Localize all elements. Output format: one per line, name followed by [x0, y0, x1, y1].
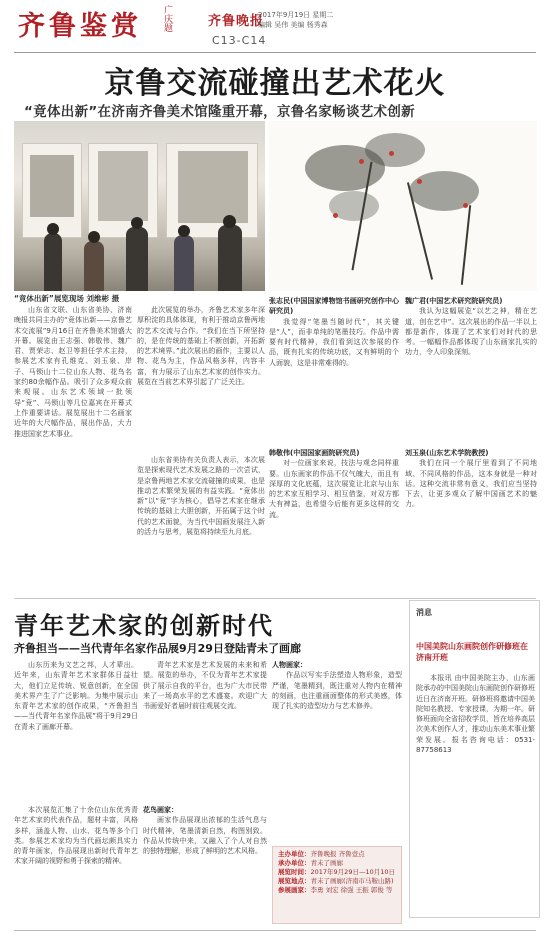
info-time-key: 展览时间：: [278, 868, 311, 876]
article2-col5: 人物画家： 作品以写实手法塑造人物形象，造型严谨，笔墨精到，既注重对人物内在精神的刻画，也注重画面整体的形式美感，体现了扎实的造型功力与艺术修养。: [272, 661, 402, 711]
hero-subtitle: “竟体出新”在济南齐鲁美术馆隆重开幕，京鲁名家畅谈艺术创新: [24, 104, 415, 120]
article1-col1: 山东省文联、山东省美协、济南晚报共同主办的“竟体出新——京鲁艺术交流展”9月16日在齐鲁美术馆盛大开幕。展览由王志强、韩敬伟、魏广君、贾荣志、赵卫等担任学术主持，参展艺术家有孔维克、刘玉泉、岸子、马锁山十二位山东人物、花鸟名家约80余幅作品。吸引了众多观众前来观展。山东艺术领域一批领导“竟”、马锁山等几位嘉宾在开幕式上作重要讲话。展览展出十二名画家近年的大尺幅作品，展出作品，大力推进国家艺术事业。: [14, 306, 132, 438]
article2-title: 青年艺术家的创新时代: [14, 611, 274, 640]
footer-divider: [14, 930, 536, 931]
newspaper-name: 齐鲁晚报: [208, 14, 265, 29]
masthead: [0, 0, 550, 52]
issue-date: 2017年9月19日 星期二: [258, 11, 334, 19]
info-time: 2017年9月29日—10月10日: [310, 868, 395, 876]
info-host-key: 主办单位：: [278, 850, 311, 858]
article2-col1: 山东历来为文艺之邦，人才辈出。近年来，山东青年艺术家群体日益壮大，他们立足传统、锐意创新，在全国美术界产生了广泛影响。为集中展示山东青年艺术家的创作成果，“齐鲁担当——当代青年名家作品展”将于9月29日在青未了画廊开幕。: [14, 661, 138, 731]
exhibition-photo: [14, 121, 265, 291]
hero-title: 京鲁交流碰撞出艺术花火: [104, 66, 446, 101]
info-host: 齐鲁晚报 齐鲁壹点: [310, 850, 365, 858]
info-addr-key: 展览地点：: [278, 877, 311, 885]
issue-staff: 编辑 吴伟 美编 杨秀森: [258, 21, 328, 29]
info-artists: 李勇 刘宏 徐强 王振 郭俊 等: [310, 886, 393, 894]
painter-figure-label: 人物画家：: [272, 661, 307, 669]
side-box-title: 中国美院山东画院创作研修班在济南开班: [416, 642, 528, 662]
col6-speaker: 魏广君(中国艺术研究院研究员): [405, 297, 503, 305]
painter-flower-label: 花鸟画家：: [143, 806, 178, 814]
side-news-box: [409, 600, 540, 918]
info-addr: 青未了画廊(济南市马鞍山路): [310, 877, 394, 885]
article2-col2: 本次展览汇集了十余位山东优秀青年艺术家的代表作品，题材丰富，风格多样，涵盖人物、山水、花鸟等多个门类。参展艺术家均为当代画坛颇具实力的青年画家，作品展现出新时代青年艺术家开阔的视野和勇于探索的精神。: [14, 806, 138, 866]
col4-speaker: 张志民(中国国家博物馆书画研究创作中心研究员): [269, 297, 399, 316]
artwork-photo: [269, 121, 537, 291]
article2-subtitle: 齐鲁担当——当代青年名家作品展9月29日登陆青未了画廊: [14, 642, 301, 655]
side-box-body: 本报讯 由中国美院主办，山东画院承办的中国美院山东画院创作研修班近日在济南开班。研修班将邀请中国美院知名教授、专家授课，为期一年。研修班面向全省招收学员，旨在培养高层次美术创作人才，推动山东美术事业繁荣发展。报名咨询电话：0531-87758613: [416, 674, 535, 755]
article1-col6: 魏广君(中国艺术研究院研究员) 我认为这幅展览“以艺之神，精在艺道，创在艺中”。这次展出的作品一半以上都是新作，体现了艺术家们对时代的思考。一幅幅作品都体现了山东画家扎实的功力，令人印象深刻。: [405, 297, 537, 357]
col5-speaker: 韩敬伟(中国国家画院研究员): [269, 449, 360, 457]
header-divider: [14, 52, 536, 53]
article1-col4: 张志民(中国国家博物馆书画研究创作中心研究员) 我觉得“笔墨当随时代”，其关键是“人”，而非单纯的笔墨技巧。作品中需要有时代精神，我们看到这次参展的作品，既有扎实的传统功底，又有鲜明的个人面貌，这是非常难得的。: [269, 297, 399, 367]
logo-signature: 广庆题: [162, 5, 172, 32]
page-logo: 齐鲁鉴赏: [18, 11, 142, 42]
page-numbers: C13-C14: [212, 34, 267, 47]
article1-col3: 山东省美协有关负责人表示，本次展览是探索现代艺术发展之路的一次尝试，是京鲁两地艺术家交流碰撞的成果，也是推动艺术繁荣发展的有益实践。“竟体出新”以“竟”字为核心，倡导艺术家在继承传统的基础上大胆创新，开拓属于这个时代的艺术面貌，为当代中国画发展注入新的活力与思考，展览将持续至九月底。: [137, 456, 265, 537]
article2-col4: 花鸟画家： 画家作品展现出浓郁的生活气息与时代精神，笔墨清新自然，构图别致。作品从传统中来，又融入了个人对自然的独特理解，形成了鲜明的艺术风格。: [143, 806, 267, 856]
info-org-key: 承办单位：: [278, 859, 311, 867]
article1-col7: 刘玉泉(山东艺术学院教授) 我们在同一个展厅里看到了不同地域、不同风格的作品，这本身就是一种对话。这种交流非常有意义，我们应当坚持下去，让更多观众了解中国画艺术的魅力。: [405, 449, 537, 509]
photo-caption: “竟体出新”展览现场 刘维彬 摄: [14, 294, 120, 303]
col7-speaker: 刘玉泉(山东艺术学院教授): [405, 449, 489, 457]
info-artists-key: 参展画家：: [278, 886, 311, 894]
info-org: 青未了画廊: [310, 859, 343, 867]
article1-col2: 此次展览的举办，齐鲁艺术家多年深厚积淀的具体体现，有利于推动京鲁两地的艺术交流与合作。“我们在当下所坚持的，是在传统的基础上不断创新，开拓新的艺术境界。”此次展出的画作，主要以人物、花鸟为主，作品风格多样，内容丰富，有力展示了山东艺术家的创作实力。展览在当前艺术界引起了广泛关注。: [137, 306, 265, 387]
article2-col3: 青年艺术家是艺术发展的未来和希望。展览的举办，不仅为青年艺术家提供了展示自我的平台，也为广大市民带来了一场高水平的艺术盛宴。欢迎广大书画爱好者届时前往观展交流。: [143, 661, 267, 711]
exhibition-info-box: [272, 846, 402, 924]
article1-col5: 韩敬伟(中国国家画院研究员) 对一位画家来说，技法与观念同样重要。山东画家的作品不仅气魄大，而且有深厚的文化底蕴，这次展览让北京与山东的艺术家互相学习、相互借鉴，对双方都大有裨益，也希望今后能有更多这样的交流。: [269, 449, 399, 519]
side-box-heading: 消息: [416, 608, 432, 617]
section-divider: [14, 598, 536, 599]
